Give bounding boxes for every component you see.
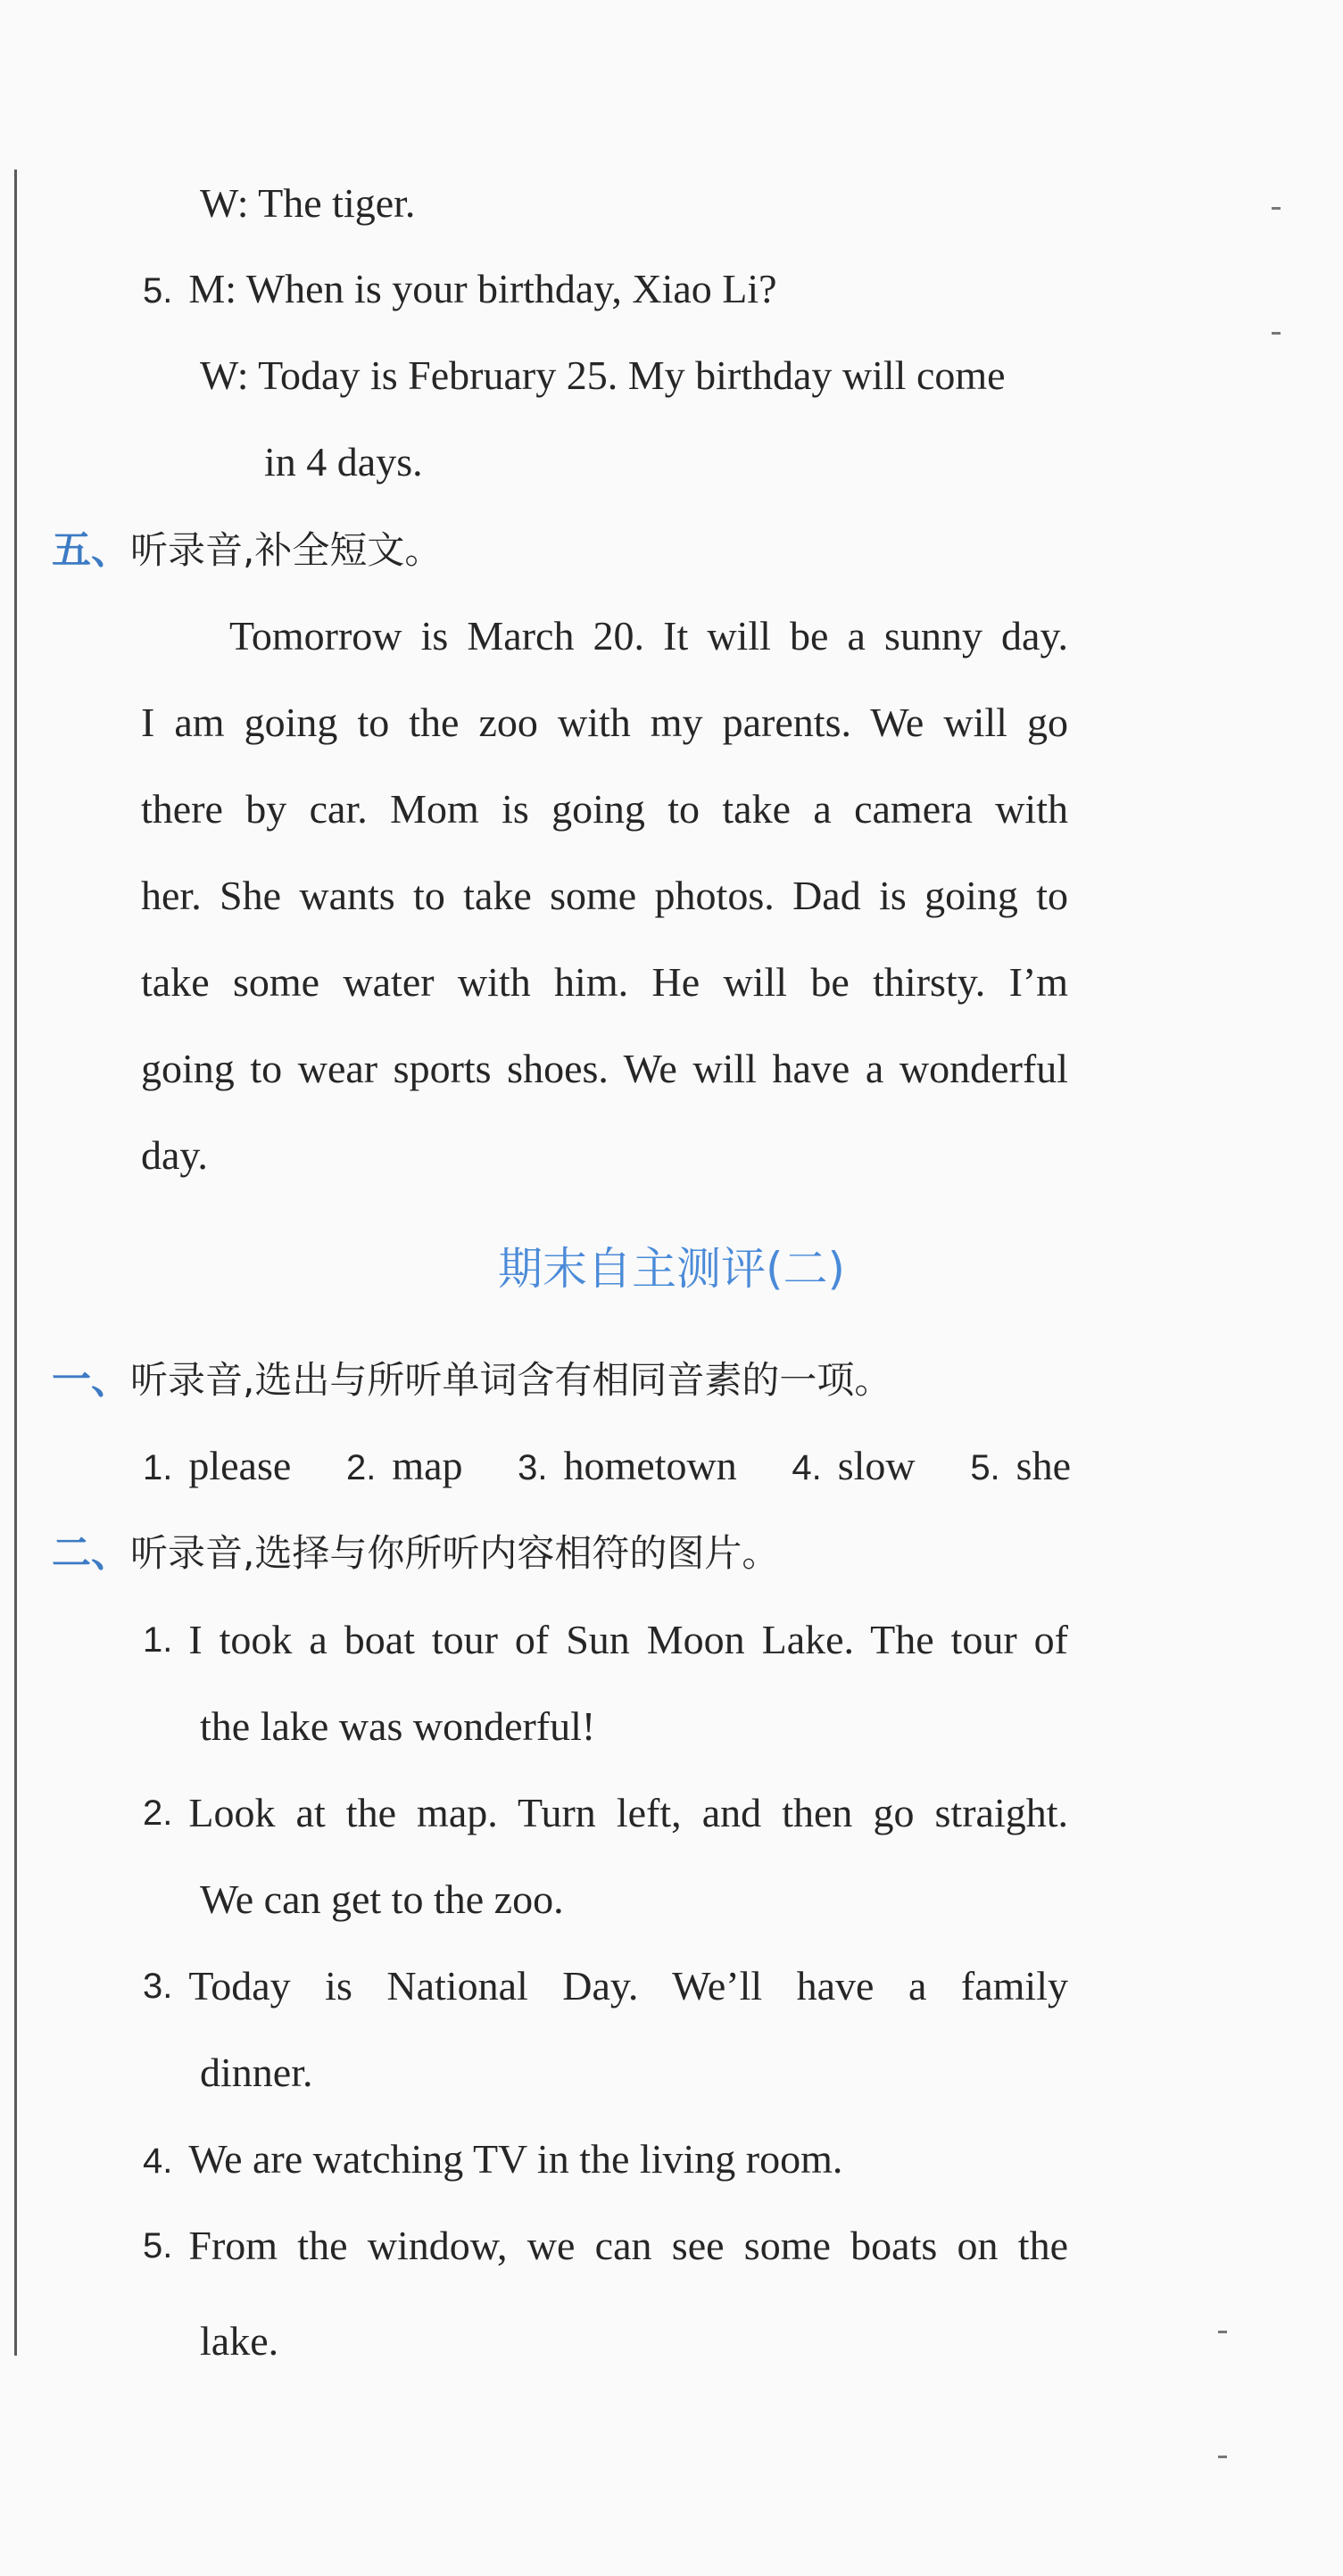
question-number: 2. <box>345 1448 377 1487</box>
question-number: 3. <box>143 1967 173 2006</box>
word-item <box>792 1441 915 1493</box>
section-heading <box>52 525 442 576</box>
word: hometown <box>563 1443 737 1488</box>
margin-tick <box>1272 332 1281 335</box>
passage-line: there by car. Mom is going to take a camera with <box>141 786 1068 832</box>
question-number: 1. <box>143 1620 173 1660</box>
section-instruction: 听录音,选出与所听单词含有相同音素的一项。 <box>130 1358 892 1402</box>
question-5 <box>143 2221 1068 2271</box>
word-item <box>143 1441 291 1493</box>
section-heading <box>52 1354 891 1405</box>
sentence-line: dinner. <box>200 2050 313 2095</box>
test-title: 期末自主测评(二) <box>497 1243 845 1295</box>
dialogue-line: M: When is your birthday, Xiao Li? <box>188 266 777 311</box>
question-number: 2. <box>143 1793 173 1833</box>
dialogue-line: in 4 days. <box>264 439 423 485</box>
sentence-line: the lake was wonderful! <box>200 1703 596 1749</box>
sentence-line: We can get to the zoo. <box>200 1876 564 1922</box>
passage-line: day. <box>141 1132 208 1178</box>
section-instruction: 听录音,选择与你所听内容相符的图片。 <box>130 1531 780 1575</box>
section-mark: 二、 <box>52 1530 130 1576</box>
sentence-line: I took a boat tour of Sun Moon Lake. The tour of <box>188 1617 1068 1662</box>
sentence-line: Look at the map. Turn left, and then go straight. <box>188 1790 1068 1835</box>
passage-line: take some water with him. He will be thirsty. I’m <box>141 959 1068 1005</box>
passage-line: her. She wants to take some photos. Dad is going to <box>141 873 1068 918</box>
question-number: 5. <box>143 2226 173 2265</box>
word-item <box>518 1441 737 1493</box>
margin-tick <box>1218 2331 1227 2333</box>
question-5 <box>143 264 777 316</box>
question-3 <box>143 1961 1068 2011</box>
word: map <box>392 1443 463 1488</box>
sentence-line: lake. <box>200 2318 279 2364</box>
question-number: 5. <box>143 271 173 311</box>
question-number: 3. <box>518 1448 548 1487</box>
sentence-line: Today is National Day. We’ll have a family <box>188 1963 1068 2009</box>
word: please <box>188 1443 292 1488</box>
section-mark: 五、 <box>52 527 130 573</box>
dialogue-line: W: Today is February 25. My birthday will come <box>200 352 1006 398</box>
section-mark: 一、 <box>52 1357 130 1403</box>
question-2 <box>143 1788 1068 1838</box>
question-4 <box>143 2134 842 2186</box>
section-instruction: 听录音,补全短文。 <box>130 528 443 572</box>
passage-line: going to wear sports shoes. We will have a wonderful <box>141 1046 1068 1091</box>
passage-line: I am going to the zoo with my parents. We will go <box>141 700 1068 745</box>
passage-line: Tomorrow is March 20. It will be a sunny day. <box>229 613 1068 658</box>
margin-tick <box>1218 2456 1227 2458</box>
word-item <box>970 1441 1071 1493</box>
margin-tick <box>1272 207 1281 210</box>
question-number: 4. <box>792 1448 822 1487</box>
section-heading <box>52 1528 779 1578</box>
sentence-line: We are watching TV in the living room. <box>188 2136 843 2182</box>
question-number: 4. <box>143 2141 173 2181</box>
word-item <box>346 1441 463 1493</box>
dialogue-line: W: The tiger. <box>200 180 416 226</box>
word: slow <box>837 1443 916 1488</box>
sentence-line: From the window, we can see some boats on the <box>188 2223 1068 2268</box>
word: she <box>1016 1443 1071 1488</box>
word-list <box>143 1441 1071 1493</box>
question-number: 5. <box>970 1448 1000 1487</box>
question-1 <box>143 1615 1068 1665</box>
question-number: 1. <box>143 1448 173 1487</box>
